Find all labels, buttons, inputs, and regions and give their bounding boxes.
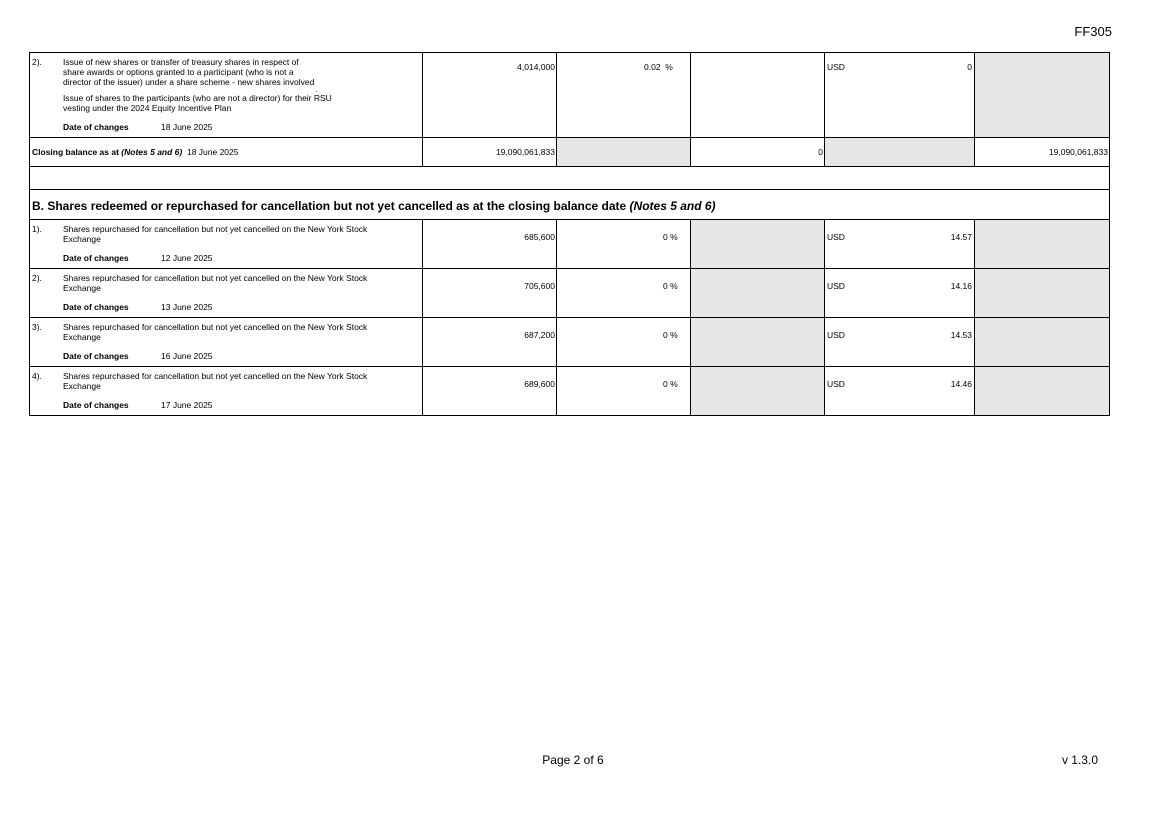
price-amount: 0 (967, 62, 972, 72)
row-number: 2). (32, 57, 42, 67)
percent-number: 0 (663, 281, 668, 291)
shares-cell (423, 53, 557, 138)
closing-balance-row (30, 138, 1110, 167)
price-value (825, 269, 974, 291)
price-amount: 14.46 (950, 379, 972, 389)
percent-number: 0 (663, 330, 668, 340)
spacer-cell (30, 167, 1110, 190)
description-line: Shares repurchased for cancellation but not yet cancelled on the New York Stock (63, 371, 368, 381)
currency: USD (827, 379, 845, 389)
percent-sign: % (665, 62, 673, 72)
date-of-changes (63, 122, 422, 132)
description-line: Exchange (63, 234, 101, 244)
row-number: 2). (32, 273, 42, 283)
percent-cell (557, 53, 691, 138)
percent-cell (557, 220, 691, 269)
date-of-changes (63, 302, 422, 312)
closing-treasury-cell (691, 138, 825, 167)
price-cell (825, 269, 975, 318)
page-number: Page 2 of 6 (542, 753, 604, 767)
price-amount: 14.16 (950, 281, 972, 291)
price-value (825, 367, 974, 389)
shaded-cell (691, 318, 825, 367)
closing-date: 18 June 2025 (186, 147, 239, 157)
percent-cell (557, 269, 691, 318)
shaded-cell (691, 367, 825, 416)
shaded-cell (975, 318, 1110, 367)
shares-cell (423, 220, 557, 269)
percent-number: 0 (663, 232, 668, 242)
section-b-row-4 (30, 367, 1110, 416)
description-line: Exchange (63, 332, 101, 342)
shares-value: 4,014,000 (517, 62, 555, 72)
closing-shares: 19,090,061,833 (495, 147, 555, 157)
closing-treasury: 0 (818, 147, 823, 157)
percent-value (557, 220, 690, 242)
percent-cell (557, 367, 691, 416)
section-a-row-2 (30, 53, 1110, 138)
date-value: 16 June 2025 (161, 351, 213, 361)
currency: USD (827, 330, 845, 340)
shares-value: 685,600 (524, 232, 555, 242)
shaded-cell (975, 367, 1110, 416)
description-cell (30, 53, 423, 138)
description-line: director of the issuer) under a share scheme - new shares involved (63, 77, 315, 87)
share-movement-table (29, 52, 1110, 416)
date-label: Date of changes (63, 253, 129, 263)
section-b-row-3 (30, 318, 1110, 367)
description-line: Shares repurchased for cancellation but not yet cancelled on the New York Stock (63, 273, 368, 283)
description-line: Issue of new shares or transfer of treasury shares in respect of (63, 57, 299, 67)
date-of-changes (63, 253, 422, 263)
note-line: vesting under the 2024 Equity Incentive Plan (63, 103, 232, 113)
percent-sign: % (670, 330, 678, 340)
closing-shares-cell (423, 138, 557, 167)
percent-value (557, 367, 690, 389)
currency: USD (827, 281, 845, 291)
closing-label-cell (30, 138, 423, 167)
date-value: 12 June 2025 (161, 253, 213, 263)
description-line: Shares repurchased for cancellation but not yet cancelled on the New York Stock (63, 224, 368, 234)
section-b-row-1 (30, 220, 1110, 269)
date-label: Date of changes (63, 400, 129, 410)
date-label: Date of changes (63, 122, 129, 132)
shares-value: 705,600 (524, 281, 555, 291)
percent-sign: % (670, 281, 678, 291)
description-line: Shares repurchased for cancellation but not yet cancelled on the New York Stock (63, 322, 368, 332)
closing-notes: (Notes 5 and 6) (121, 147, 183, 157)
row-number: 1). (32, 224, 42, 234)
description-line: Exchange (63, 381, 101, 391)
shaded-cell (691, 220, 825, 269)
description-line: Exchange (63, 283, 101, 293)
note-line: Issue of shares to the participants (who are not a director) for their RSU (63, 93, 332, 103)
price-amount: 14.53 (950, 330, 972, 340)
empty-cell (691, 53, 825, 138)
shaded-cell (975, 269, 1110, 318)
shares-value: 687,200 (524, 330, 555, 340)
description-cell (30, 220, 423, 269)
price-cell (825, 220, 975, 269)
price-amount: 14.57 (950, 232, 972, 242)
closing-label: Closing balance as at (32, 147, 119, 157)
date-value: 18 June 2025 (161, 122, 213, 132)
shares-cell (423, 269, 557, 318)
price-cell (825, 53, 975, 138)
currency: USD (827, 62, 845, 72)
dot-mark: . (315, 84, 318, 94)
description-cell (30, 269, 423, 318)
percent-number: 0.02 (644, 62, 661, 72)
price-value (825, 318, 974, 340)
row-number: 3). (32, 322, 42, 332)
date-of-changes (63, 400, 422, 410)
shaded-cell (825, 138, 975, 167)
row-number: 4). (32, 371, 42, 381)
section-b-title (30, 190, 1110, 220)
section-b-title-notes: (Notes 5 and 6) (629, 199, 716, 213)
currency: USD (827, 232, 845, 242)
shares-value: 689,600 (524, 379, 555, 389)
date-value: 13 June 2025 (161, 302, 213, 312)
description-cell (30, 367, 423, 416)
percent-number: 0 (663, 379, 668, 389)
percent-value (557, 269, 690, 291)
price-value (825, 220, 974, 242)
percent-sign: % (670, 232, 678, 242)
percent-sign: % (670, 379, 678, 389)
date-value: 17 June 2025 (161, 400, 213, 410)
price-cell (825, 318, 975, 367)
section-b-row-2 (30, 269, 1110, 318)
shares-cell (423, 318, 557, 367)
percent-cell (557, 318, 691, 367)
percent-value (557, 53, 690, 72)
date-label: Date of changes (63, 302, 129, 312)
closing-total-cell (975, 138, 1110, 167)
percent-value (557, 318, 690, 340)
date-label: Date of changes (63, 351, 129, 361)
price-value (825, 53, 974, 72)
shaded-cell (975, 53, 1110, 138)
shaded-cell (975, 220, 1110, 269)
description-line: share awards or options granted to a participant (who is not a (63, 67, 294, 77)
section-b-header-row (30, 190, 1110, 220)
price-cell (825, 367, 975, 416)
spacer-row (30, 167, 1110, 190)
section-b-title-text: B. Shares redeemed or repurchased for cancellation but not yet cancelled as at the closing balance date (32, 199, 627, 213)
shaded-cell (691, 269, 825, 318)
closing-total: 19,090,061,833 (1048, 147, 1108, 157)
form-code: FF305 (1074, 24, 1112, 39)
shares-cell (423, 367, 557, 416)
form-version: v 1.3.0 (1061, 753, 1098, 767)
date-of-changes (63, 351, 422, 361)
shaded-cell (557, 138, 691, 167)
description-cell (30, 318, 423, 367)
